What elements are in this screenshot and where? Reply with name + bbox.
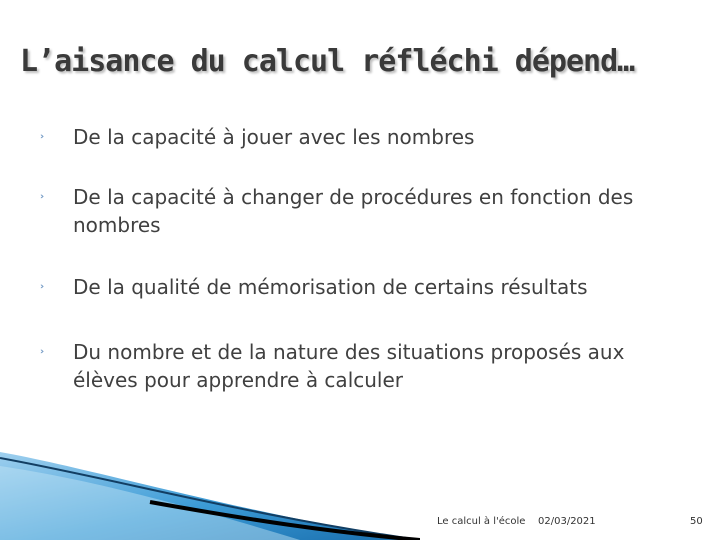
slide-title: L’aisance du calcul réfléchi dépend… bbox=[20, 44, 635, 79]
chevron-right-double-icon: ›› bbox=[40, 192, 42, 202]
bullet-item bbox=[40, 273, 680, 301]
bullet-text: Du nombre et de la nature des situations proposés aux élèves pour apprendre à calculer bbox=[73, 340, 625, 392]
bullet-text: De la qualité de mémorisation de certains résultats bbox=[73, 275, 588, 299]
decorative-wave bbox=[0, 450, 420, 540]
bullet-item bbox=[40, 338, 680, 394]
bullet-text: De la capacité à jouer avec les nombres bbox=[73, 125, 475, 149]
bullet-text: De la capacité à changer de procédures en fonction des nombres bbox=[73, 185, 634, 237]
footer-course: Le calcul à l'école bbox=[437, 516, 526, 527]
bullet-list bbox=[40, 118, 680, 394]
chevron-right-double-icon: ›› bbox=[40, 132, 42, 142]
footer-date: 02/03/2021 bbox=[538, 516, 596, 527]
bullet-item bbox=[40, 183, 680, 239]
chevron-right-double-icon: ›› bbox=[40, 282, 42, 292]
bullet-item bbox=[40, 123, 680, 151]
chevron-right-double-icon: ›› bbox=[40, 347, 42, 357]
footer-page-number: 50 bbox=[690, 516, 703, 527]
